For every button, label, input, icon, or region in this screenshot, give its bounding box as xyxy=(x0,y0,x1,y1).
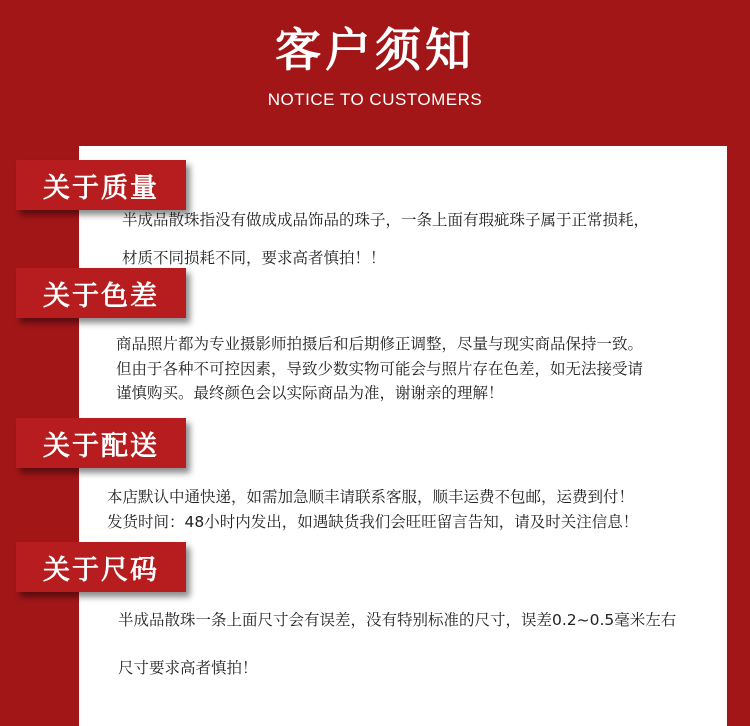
quality-text-line: 材质不同损耗不同，要求高者慎拍！！ xyxy=(122,249,386,267)
color-text-line: 但由于各种不可控因素，导致少数实物可能会与照片存在色差，如无法接受请 xyxy=(116,360,644,378)
section-tag-quality: 关于质量 xyxy=(16,160,186,210)
section-tag-delivery: 关于配送 xyxy=(16,418,186,468)
section-tag-color: 关于色差 xyxy=(16,268,186,318)
delivery-text-line: 发货时间：48小时内发出，如遇缺货我们会旺旺留言告知，请及时关注信息！ xyxy=(107,513,639,531)
page-title: 客户须知 xyxy=(275,23,475,77)
color-text-line: 谨慎购买。最终颜色会以实际商品为准，谢谢亲的理解！ xyxy=(116,384,504,402)
color-text-line: 商品照片都为专业摄影师拍摄后和后期修正调整，尽量与现实商品保持一致。 xyxy=(116,335,644,353)
section-tag-size: 关于尺码 xyxy=(16,542,186,592)
size-text-line: 半成品散珠一条上面尺寸会有误差，没有特别标准的尺寸，误差0.2~0.5毫米左右 xyxy=(118,611,677,629)
quality-text-line: 半成品散珠指没有做成成品饰品的珠子，一条上面有瑕疵珠子属于正常损耗， xyxy=(122,211,650,229)
delivery-text-line: 本店默认中通快递，如需加急顺丰请联系客服，顺丰运费不包邮，运费到付！ xyxy=(107,488,635,506)
page-subtitle: NOTICE TO CUSTOMERS xyxy=(267,90,483,109)
size-text-line: 尺寸要求高者慎拍！ xyxy=(118,659,258,677)
